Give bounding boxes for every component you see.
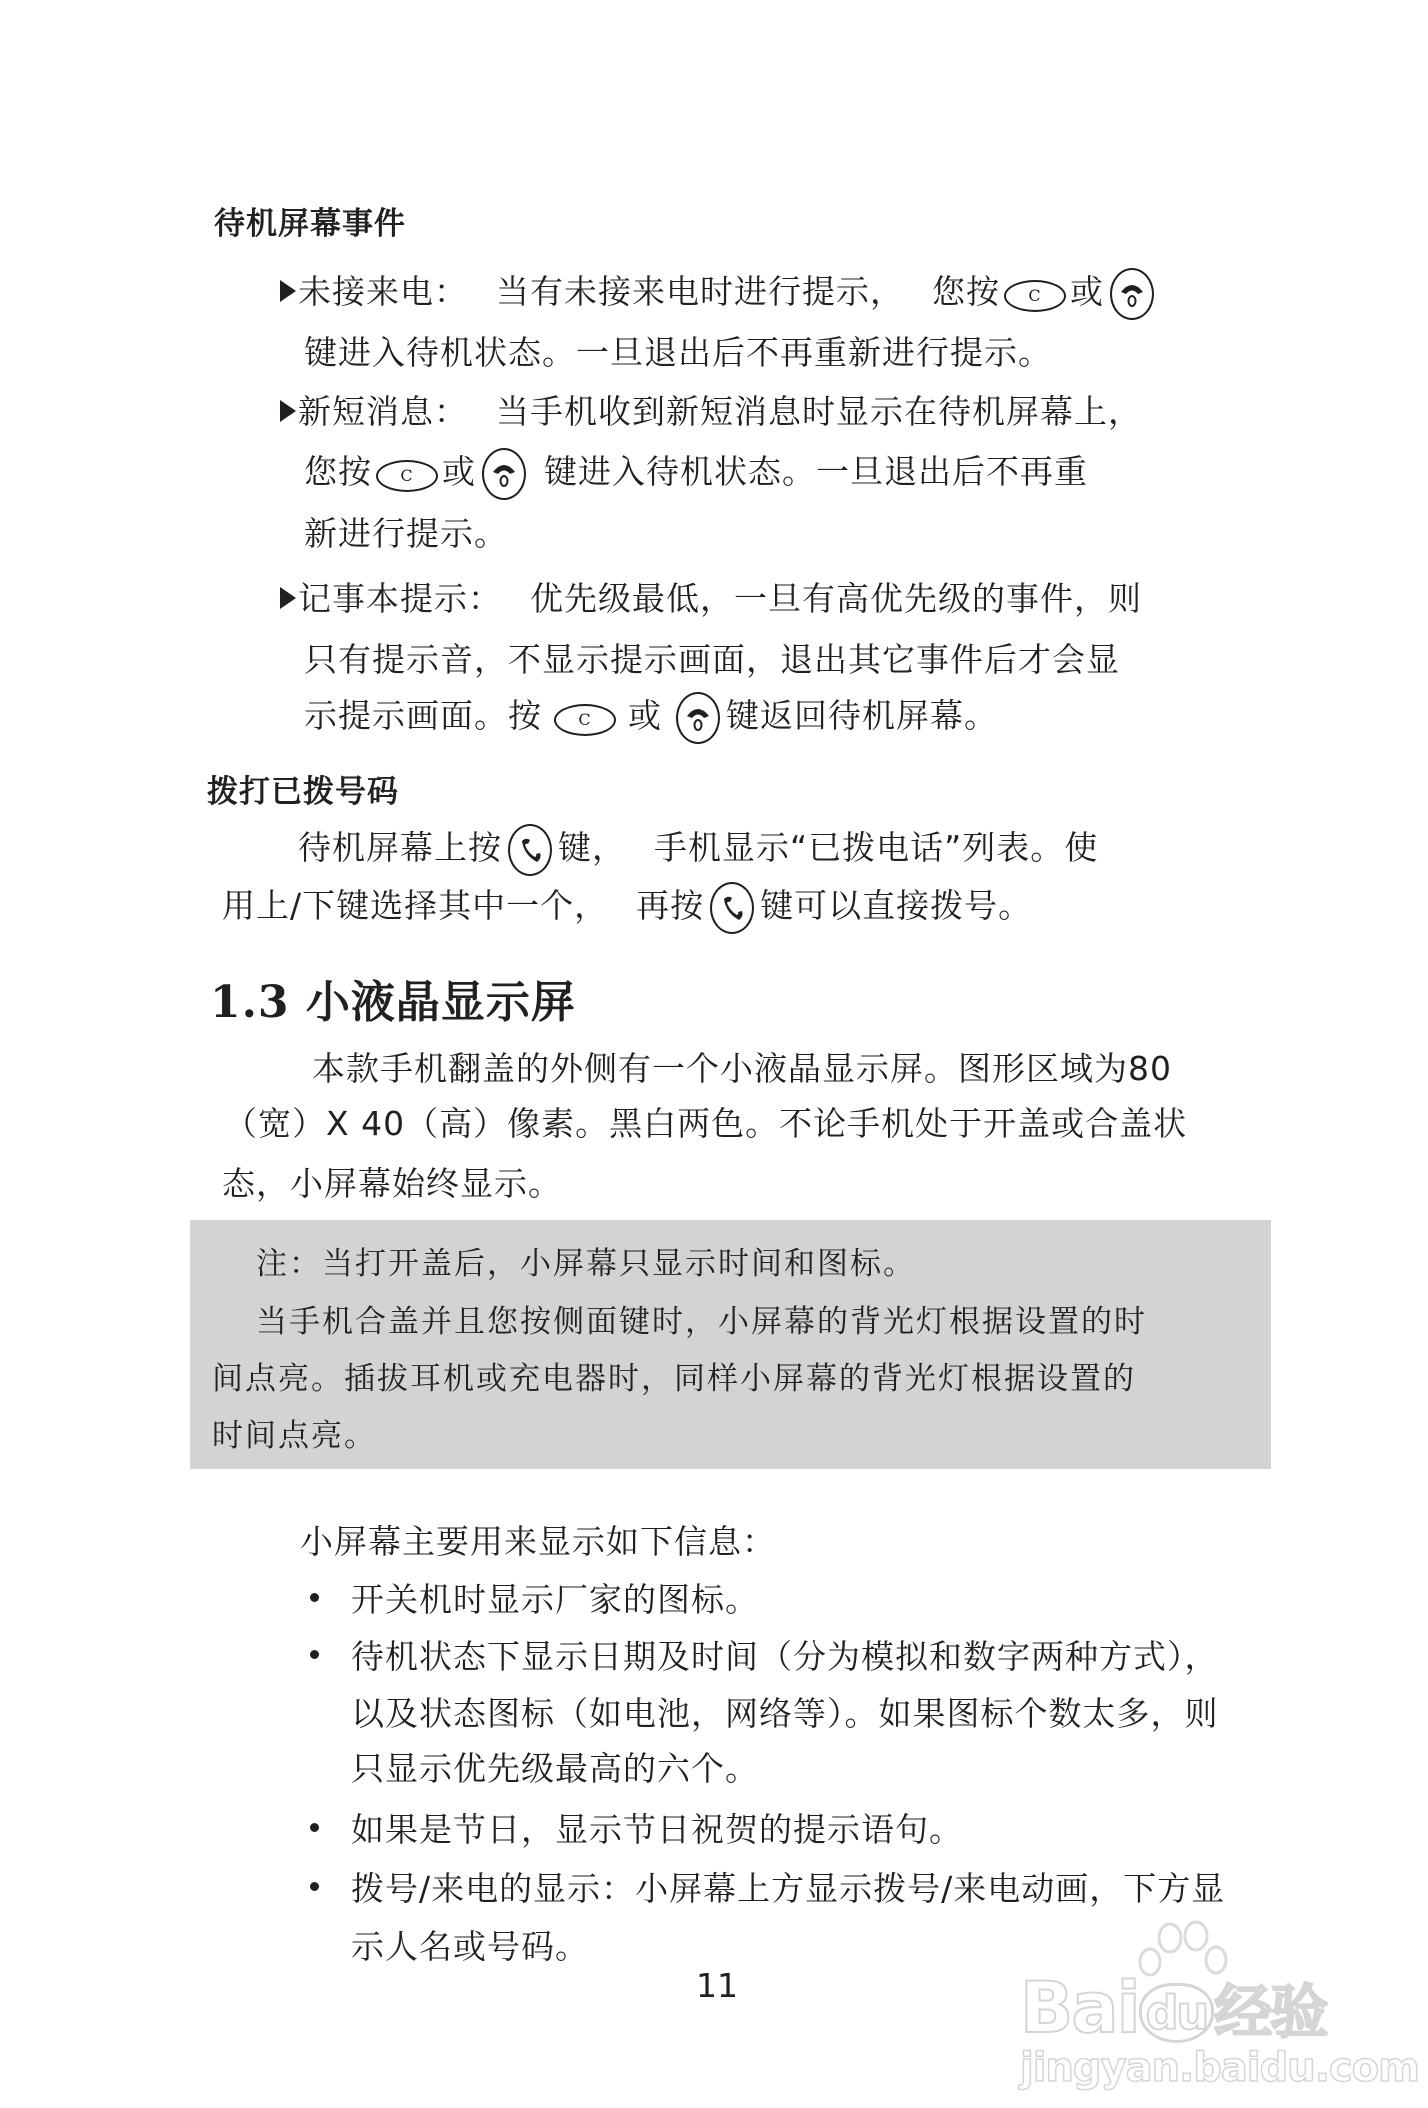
lcd-paragraph-line: 本款手机翻盖的外侧有一个小液晶显示屏。图形区域为80	[312, 1049, 1172, 1088]
info-list-item	[310, 1804, 963, 1851]
item-continuation	[304, 446, 1088, 500]
item-label: 新短消息：	[298, 392, 468, 431]
item-text: 如果是节日，显示节日祝贺的提示语句。	[351, 1810, 963, 1849]
list-item-notepad-reminder	[280, 573, 1142, 620]
bullet-dot-icon	[310, 1650, 319, 1659]
watermark-brand: 经验	[1214, 1978, 1327, 2046]
item-continuation: 只有提示音，不显示提示画面，退出其它事件后才会显	[304, 640, 1120, 679]
item-text: 示提示画面。按	[304, 696, 542, 735]
item-continuation: 只显示优先级最高的六个。	[351, 1749, 759, 1788]
item-text: 当手机收到新短消息时显示在待机屏幕上，	[496, 392, 1142, 431]
arrow-bullet-icon	[280, 400, 296, 422]
list-intro: 小屏幕主要用来显示如下信息：	[300, 1522, 776, 1561]
redial-paragraph-line1	[298, 822, 1098, 876]
arrow-bullet-icon	[280, 280, 296, 302]
lcd-paragraph-line: 态，小屏幕始终显示。	[222, 1164, 562, 1203]
item-text: 或	[1070, 272, 1104, 311]
c-key-icon: C	[376, 460, 438, 492]
item-text: 待机状态下显示日期及时间（分为模拟和数字两种方式），	[351, 1637, 1219, 1676]
bullet-dot-icon	[310, 1823, 319, 1832]
item-text: 当有未接来电时进行提示，	[496, 272, 904, 311]
page-number: 11	[696, 1966, 738, 2005]
item-text: 键进入待机状态。一旦退出后不再重	[544, 452, 1088, 491]
item-continuation: 示人名或号码。	[351, 1927, 589, 1966]
item-continuation: 新进行提示。	[304, 514, 508, 553]
section-title-lcd: 1.3 小液晶显示屏	[210, 977, 576, 1028]
note-line: 时间点亮。	[212, 1418, 377, 1454]
item-text: 开关机时显示厂家的图标。	[351, 1580, 759, 1619]
send-call-key-icon	[710, 882, 754, 934]
para-text: 用上/下键选择其中一个，	[222, 886, 609, 925]
para-text: 再按	[636, 886, 705, 925]
para-text: 手机显示“已拨电话”列表。使	[654, 828, 1099, 867]
send-call-key-icon	[508, 824, 552, 876]
section-title-standby-events: 待机屏幕事件	[214, 206, 406, 242]
list-item-new-sms	[280, 386, 1142, 433]
lcd-paragraph-line: （宽）X 40（高）像素。黑白两色。不论手机处于开盖或合盖状	[224, 1104, 1188, 1143]
item-text: 键返回待机屏幕。	[726, 696, 998, 735]
bullet-dot-icon	[310, 1882, 319, 1891]
note-line: 当手机合盖并且您按侧面键时，小屏幕的背光灯根据设置的时	[256, 1304, 1147, 1340]
item-text: 拨号/来电的显示：小屏幕上方显示拨号/来电动画，下方显	[351, 1869, 1226, 1908]
arrow-bullet-icon	[280, 587, 296, 609]
info-list-item	[310, 1863, 1225, 1910]
c-key-icon: C	[554, 704, 616, 736]
item-text: 或	[628, 696, 662, 735]
item-text: 或	[442, 452, 476, 491]
c-key-icon: C	[1004, 280, 1066, 312]
note-line: 注：当打开盖后，小屏幕只显示时间和图标。	[256, 1246, 916, 1282]
note-line: 间点亮。插拔耳机或充电器时，同样小屏幕的背光灯根据设置的	[212, 1361, 1136, 1397]
item-text: 您按	[304, 452, 372, 491]
para-text: 待机屏幕上按	[298, 828, 502, 867]
end-call-key-icon	[676, 692, 720, 744]
item-label: 未接来电：	[298, 272, 468, 311]
list-item-missed-call	[280, 266, 1160, 320]
watermark-url: jingyan.baidu.com	[1020, 2045, 1419, 2091]
item-text: 优先级最低，一旦有高优先级的事件，则	[530, 579, 1142, 618]
redial-paragraph-line2	[222, 880, 1032, 934]
baidu-jingyan-watermark	[1020, 1910, 1419, 2100]
item-continuation: 键进入待机状态。一旦退出后不再重新进行提示。	[304, 333, 1052, 372]
watermark-brand: Bai	[1020, 1967, 1139, 2049]
watermark-brand: du	[1139, 1983, 1215, 2043]
bullet-dot-icon	[310, 1593, 319, 1602]
item-continuation	[304, 690, 998, 744]
end-call-key-icon	[482, 448, 526, 500]
end-call-key-icon	[1110, 268, 1154, 320]
para-text: 键，	[558, 828, 626, 867]
item-label: 记事本提示：	[298, 579, 502, 618]
section-title-redial: 拨打已拨号码	[207, 774, 399, 810]
item-continuation: 以及状态图标（如电池，网络等）。如果图标个数太多，则	[351, 1694, 1219, 1733]
item-text: 您按	[932, 272, 1000, 311]
para-text: 键可以直接拨号。	[760, 886, 1033, 925]
info-list-item	[310, 1574, 759, 1621]
info-list-item	[310, 1631, 1219, 1678]
